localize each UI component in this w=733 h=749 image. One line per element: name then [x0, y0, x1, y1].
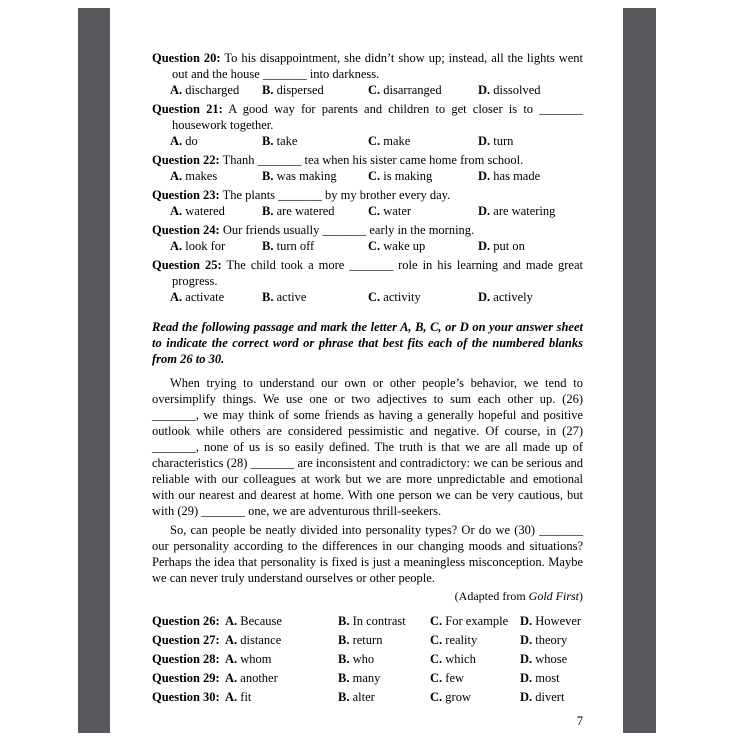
page-number: 7 — [576, 714, 583, 728]
question-25 — [152, 257, 583, 305]
question-22-option-c: C. is making — [368, 169, 433, 183]
question-25-option-c: C. activity — [368, 290, 421, 304]
question-23-stem: The plants _______ by my brother every day. — [222, 188, 451, 202]
question-25-options — [170, 289, 583, 305]
question-21-options — [170, 133, 583, 149]
cloze-questions — [152, 612, 583, 707]
question-26-option-c: C. For example — [430, 614, 509, 628]
question-22-option-b: B. was making — [262, 169, 337, 183]
question-21-text — [152, 101, 583, 133]
question-26-option-a: A. Because — [225, 614, 282, 628]
question-28-option-c: C. which — [430, 652, 476, 666]
question-21-option-b: B. take — [262, 134, 298, 148]
question-21 — [152, 101, 583, 149]
question-25-option-d: D. actively — [478, 290, 533, 304]
question-26-label: Question 26: — [152, 614, 220, 628]
question-21-option-d: D. turn — [478, 134, 514, 148]
question-27-option-c: C. reality — [430, 633, 478, 647]
question-26-option-d: D. However — [520, 614, 582, 628]
question-23-label: Question 23: — [152, 188, 220, 202]
question-22 — [152, 152, 583, 184]
cloze-source-prefix: (Adapted from — [454, 589, 526, 603]
question-20 — [152, 50, 583, 98]
cloze-instruction: Read the following passage and mark the letter A, B, C, or D on your answer sheet to indicate the correct word or phrase that best fits each of the numbered blanks from 26 to 30. — [152, 320, 583, 366]
question-25-option-b: B. active — [262, 290, 307, 304]
question-26-option-b: B. In contrast — [338, 614, 406, 628]
question-23-option-a: A. watered — [170, 204, 225, 218]
cloze-source — [152, 588, 583, 604]
question-27 — [152, 631, 583, 650]
document-page — [110, 8, 623, 749]
question-20-option-c: C. disarranged — [368, 83, 442, 97]
question-25-stem: The child took a more _______ role in his learning and made great progress. — [172, 258, 583, 288]
question-25-option-a: A. activate — [170, 290, 225, 304]
question-24-label: Question 24: — [152, 223, 220, 237]
question-20-text — [152, 50, 583, 82]
question-22-label: Question 22: — [152, 153, 220, 167]
question-30 — [152, 688, 583, 707]
question-22-options — [170, 168, 583, 184]
question-29-label: Question 29: — [152, 671, 220, 685]
question-30-option-b: B. alter — [338, 690, 375, 704]
question-28-label: Question 28: — [152, 652, 220, 666]
question-23-option-b: B. are watered — [262, 204, 335, 218]
question-29-option-c: C. few — [430, 671, 465, 685]
pdf-viewer-background — [78, 8, 656, 733]
question-25-label: Question 25: — [152, 258, 222, 272]
question-30-label: Question 30: — [152, 690, 220, 704]
question-22-option-d: D. has made — [478, 169, 541, 183]
question-24-stem: Our friends usually _______ early in the morning. — [222, 223, 475, 237]
question-28-option-a: A. whom — [225, 652, 272, 666]
question-24-option-c: C. wake up — [368, 239, 426, 253]
question-24 — [152, 222, 583, 254]
question-29 — [152, 669, 583, 688]
question-21-option-c: C. make — [368, 134, 411, 148]
question-30-option-c: C. grow — [430, 690, 471, 704]
question-20-option-b: B. dispersed — [262, 83, 324, 97]
question-23-option-c: C. water — [368, 204, 412, 218]
question-28-option-d: D. whose — [520, 652, 568, 666]
question-23-text — [152, 187, 583, 203]
question-22-text — [152, 152, 583, 168]
page-content — [152, 50, 583, 729]
question-20-options — [170, 82, 583, 98]
question-29-option-a: A. another — [225, 671, 278, 685]
question-27-option-d: D. theory — [520, 633, 568, 647]
question-27-label: Question 27: — [152, 633, 220, 647]
question-24-text — [152, 222, 583, 238]
cloze-paragraph-2: So, can people be neatly divided into personality types? Or do we (30) _______ our personality according to the differences in our changing moods and situations? Perhaps the idea that personality is fixed is just a meaningless misconception. Maybe we can never truly understand ourselves or other people. — [152, 523, 583, 585]
question-21-stem: A good way for parents and children to get closer is to _______ housework together. — [172, 102, 583, 132]
question-23-option-d: D. are watering — [478, 204, 556, 218]
cloze-paragraph-1: When trying to understand our own or other people’s behavior, we tend to oversimplify things. We use one or two adjectives to sum each other up. (26) _______, we may think of some friends as having a generally hopeful and positive outlook while others are considered pessimistic and negative. Of course, in (27) _______, none of us is so easily defined. The truth is that we are all made up of characteristics (28) _______ are inconsistent and contradictory: we can be serious and reliable with our colleagues at work but we are more unpredictable and emotional with our nearest and dearest at home. With one person we can be very cautious, but with (29) _______ one, we are adventurous thrill-seekers. — [152, 376, 583, 518]
question-22-stem: Thanh _______ tea when his sister came home from school. — [222, 153, 524, 167]
question-26 — [152, 612, 583, 631]
question-20-label: Question 20: — [152, 51, 221, 65]
question-29-option-b: B. many — [338, 671, 381, 685]
question-27-option-a: A. distance — [225, 633, 282, 647]
question-27-option-b: B. return — [338, 633, 383, 647]
cloze-source-suffix: ) — [579, 589, 583, 603]
question-22-option-a: A. makes — [170, 169, 218, 183]
question-28-option-b: B. who — [338, 652, 375, 666]
question-28 — [152, 650, 583, 669]
question-23 — [152, 187, 583, 219]
question-24-option-b: B. turn off — [262, 239, 315, 253]
question-30-option-a: A. fit — [225, 690, 252, 704]
question-30-option-d: D. divert — [520, 690, 565, 704]
question-24-option-a: A. look for — [170, 239, 226, 253]
cloze-source-title: Gold First — [528, 589, 579, 603]
question-23-options — [170, 203, 583, 219]
question-24-option-d: D. put on — [478, 239, 525, 253]
question-21-option-a: A. do — [170, 134, 198, 148]
question-24-options — [170, 238, 583, 254]
question-20-stem: To his disappointment, she didn’t show up; instead, all the lights went out and the house _______ into darkness. — [172, 51, 583, 81]
question-25-text — [152, 257, 583, 289]
question-29-option-d: D. most — [520, 671, 560, 685]
question-20-option-a: A. discharged — [170, 83, 240, 97]
question-21-label: Question 21: — [152, 102, 223, 116]
question-20-option-d: D. dissolved — [478, 83, 541, 97]
